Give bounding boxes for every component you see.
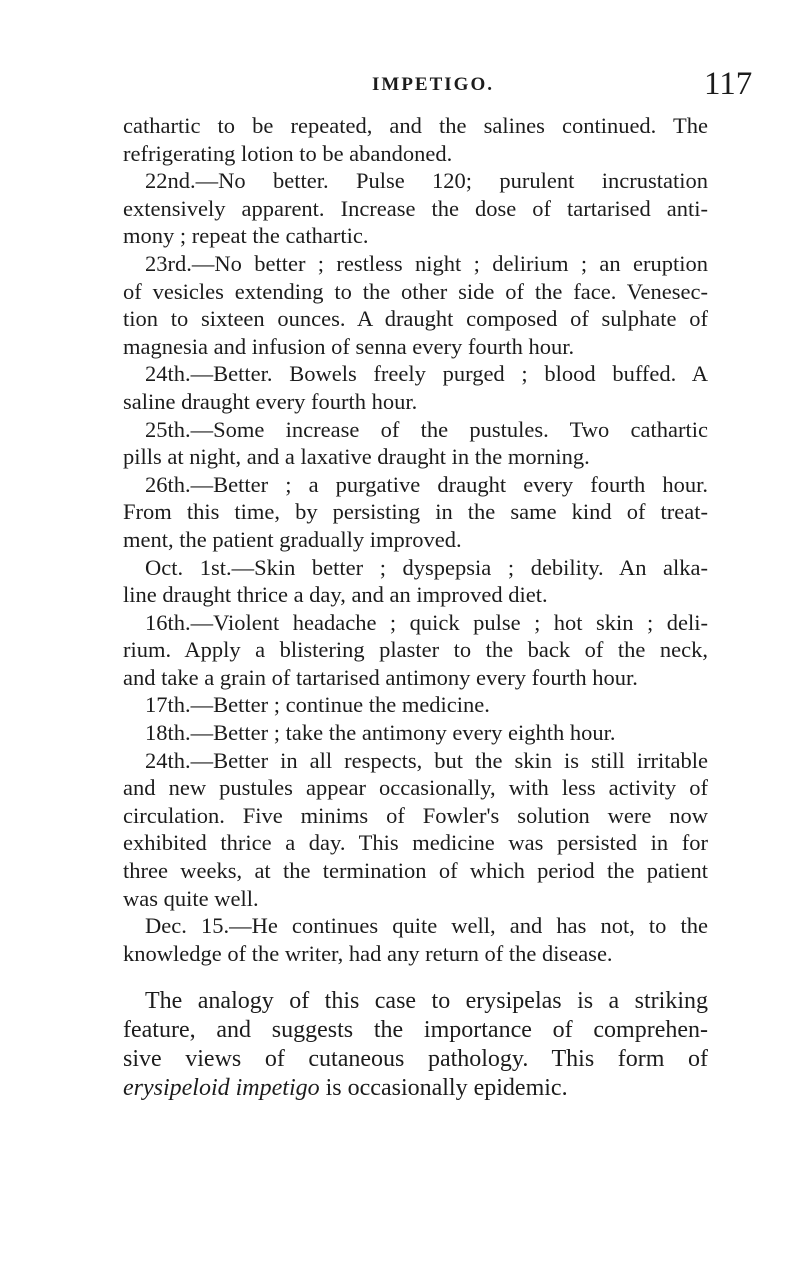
text-line: line draught thrice a day, and an improved diet. — [123, 582, 548, 608]
text-line: Oct. 1st.—Skin better ; dyspepsia ; debility. An alka- — [145, 554, 708, 580]
entry-oct-1st — [123, 554, 708, 609]
text-line: feature, and suggests the importance of comprehen- — [123, 1017, 708, 1044]
paragraph-continuation — [123, 112, 708, 167]
paragraph-gap — [123, 967, 708, 987]
entry-dec-15 — [123, 912, 708, 967]
text-line: rium. Apply a blistering plaster to the back of the neck, — [123, 637, 708, 663]
running-head — [0, 58, 800, 102]
text-line: was quite well. — [123, 885, 259, 911]
text-line: cathartic to be repeated, and the salines continued. The — [123, 113, 708, 138]
text-line: 23rd.—No better ; restless night ; delirium ; an eruption — [145, 250, 708, 276]
text-line: 16th.—Violent headache ; quick pulse ; hot skin ; deli- — [145, 609, 708, 635]
text-line: mony ; repeat the cathartic. — [123, 223, 369, 249]
text-line — [123, 1074, 708, 1103]
entry-24th — [123, 360, 708, 415]
entry-16th — [123, 609, 708, 692]
text-line: and new pustules appear occasionally, with less activity of — [123, 775, 708, 801]
text-line: extensively apparent. Increase the dose of tartarised anti- — [123, 195, 708, 221]
italic-term: erysipeloid impetigo — [123, 1075, 320, 1102]
entry-18th — [123, 719, 708, 747]
text-line: saline draught every fourth hour. — [123, 388, 418, 414]
text-line: exhibited thrice a day. This medicine was persisted in for — [123, 830, 708, 856]
text-line: tion to sixteen ounces. A draught composed of sulphate of — [123, 306, 708, 332]
text-line: knowledge of the writer, had any return of the disease. — [123, 940, 613, 966]
running-title: IMPETIGO. — [372, 74, 494, 95]
text-line: The analogy of this case to erysipelas is a striking — [145, 988, 708, 1015]
text-line: three weeks, at the termination of which period the patient — [123, 858, 708, 884]
text-line: 24th.—Better. Bowels freely purged ; blood buffed. A — [145, 361, 708, 387]
text-line: circulation. Five minims of Fowler's solution were now — [123, 802, 708, 828]
text-line: From this time, by persisting in the same kind of treat- — [123, 499, 708, 525]
text-line: 22nd.—No better. Pulse 120; purulent incrustation — [145, 168, 708, 194]
text-line: 25th.—Some increase of the pustules. Two cathartic — [145, 416, 708, 442]
entry-24th-later — [123, 747, 708, 913]
text-line: sive views of cutaneous pathology. This form of — [123, 1046, 708, 1073]
text-line: 18th.—Better ; take the antimony every eighth hour. — [145, 720, 616, 746]
text-line: 24th.—Better in all respects, but the skin is still irritable — [145, 747, 708, 773]
text-line: pills at night, and a laxative draught in the morning. — [123, 444, 590, 470]
text-line: and take a grain of tartarised antimony every fourth hour. — [123, 664, 638, 690]
text-line: of vesicles extending to the other side of the face. Venesec- — [123, 278, 708, 304]
closing-paragraph — [123, 987, 708, 1103]
text-line-rest: is occasionally epidemic. — [319, 1075, 568, 1102]
text-line: refrigerating lotion to be abandoned. — [123, 140, 453, 166]
entry-22nd — [123, 167, 708, 250]
text-line: 17th.—Better ; continue the medicine. — [145, 692, 490, 718]
entry-26th — [123, 471, 708, 554]
entry-25th — [123, 416, 708, 471]
body-text — [123, 112, 708, 1103]
page-number: 117 — [704, 66, 753, 102]
entry-17th — [123, 691, 708, 719]
text-line: ment, the patient gradually improved. — [123, 526, 462, 552]
text-line: 26th.—Better ; a purgative draught every fourth hour. — [145, 471, 708, 497]
text-line: magnesia and infusion of senna every fourth hour. — [123, 333, 575, 359]
text-line: Dec. 15.—He continues quite well, and has not, to the — [145, 913, 708, 939]
entry-23rd — [123, 250, 708, 360]
